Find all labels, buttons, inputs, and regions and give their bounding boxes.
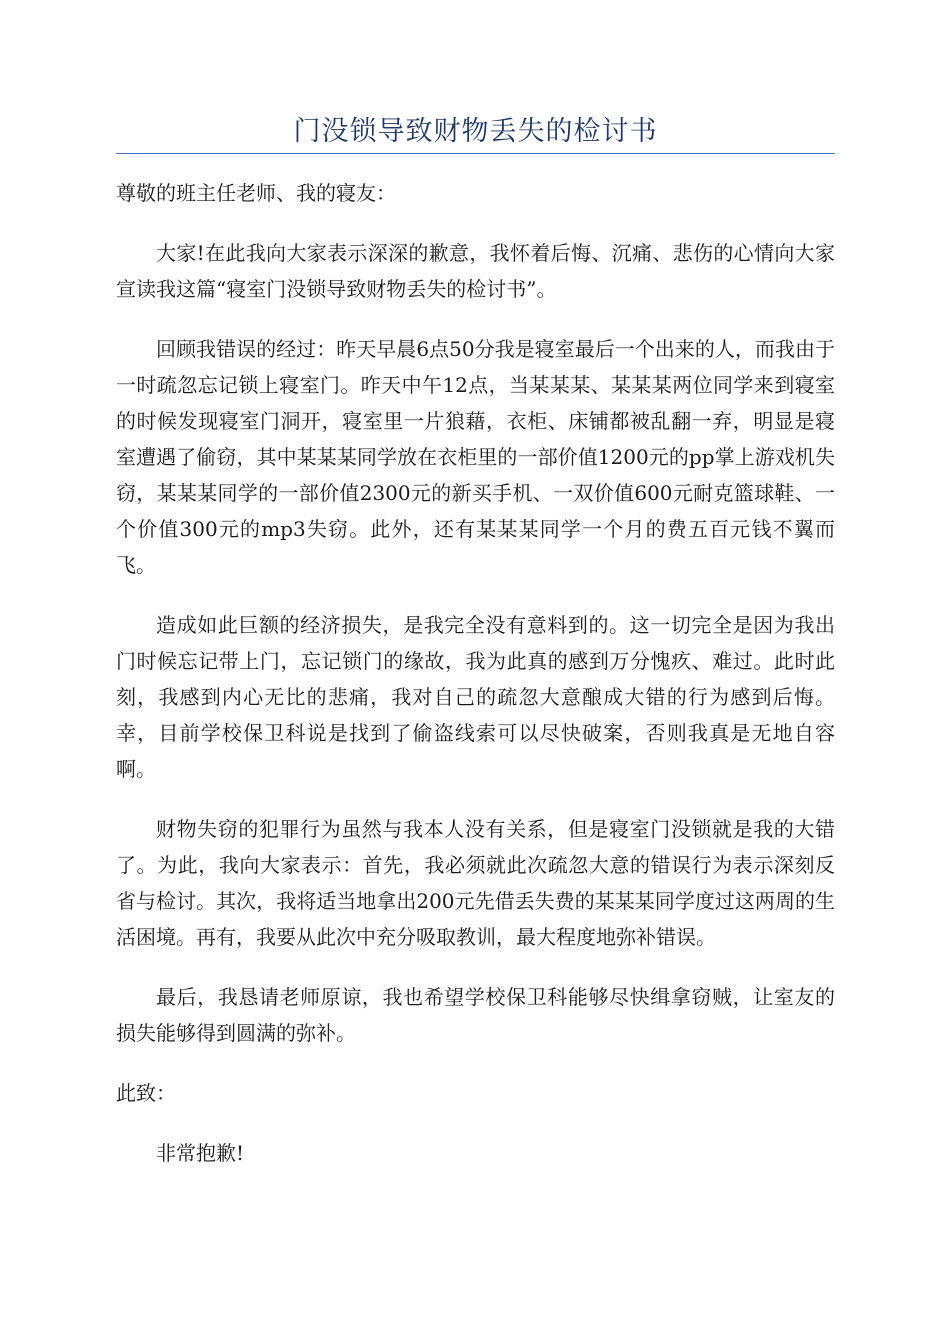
document-body [116,175,835,1195]
paragraph-regret: 造成如此巨额的经济损失，是我完全没有意料到的。这一切完全是因为我出门时候忘记带上门，忘记锁门的缘故，我为此真的感到万分愧疚、难过。此时此刻，我感到内心无比的悲痛，我对自己的疏忽大意酿成大错的行为感到后悔。幸，目前学校保卫科说是找到了偷盗线索可以尽快破案，否则我真是无地自容啊。 [116,613,835,781]
closing-line: 非常抱歉! [156,1141,245,1165]
salutation: 尊敬的班主任老师、我的寝友： [116,181,396,205]
paragraph-commitment: 财物失窃的犯罪行为虽然与我本人没有关系，但是寝室门没锁就是我的大错了。为此，我向大家表示：首先，我必须就此次疏忽大意的错误行为表示深刻反省与检讨。其次，我将适当地拿出200元先借丢失费的某某某同学度过这两周的生活困境。再有，我要从此次中充分吸取教训，最大程度地弥补错误。 [116,817,835,949]
paragraph-apology: 大家!在此我向大家表示深深的歉意，我怀着后悔、沉痛、悲伤的心情向大家宣读我这篇“寝室门没锁导致财物丢失的检讨书”。 [116,241,835,301]
paragraph-review: 回顾我错误的经过：昨天早晨6点50分我是寝室最后一个出来的人，而我由于一时疏忽忘记锁上寝室门。昨天中午12点，当某某某、某某某两位同学来到寝室的时候发现寝室门洞开，寝室里一片狼藉，衣柜、床铺都被乱翻一弃，明显是寝室遭遇了偷窃，其中某某某同学放在衣柜里的一部价值1200元的pp掌上游戏机失窃，某某某同学的一部价值2300元的新买手机、一双价值600元耐克篮球鞋、一个价值300元的mp3失窃。此外，还有某某某同学一个月的费五百元钱不翼而飞。 [116,337,835,577]
paragraph-request: 最后，我恳请老师原谅，我也希望学校保卫科能够尽快缉拿窃贼，让室友的损失能够得到圆满的弥补。 [116,985,835,1045]
closing: 此致： [116,1081,176,1105]
title-underline [116,153,835,154]
document-title: 门没锁导致财物丢失的检讨书 [293,116,658,147]
